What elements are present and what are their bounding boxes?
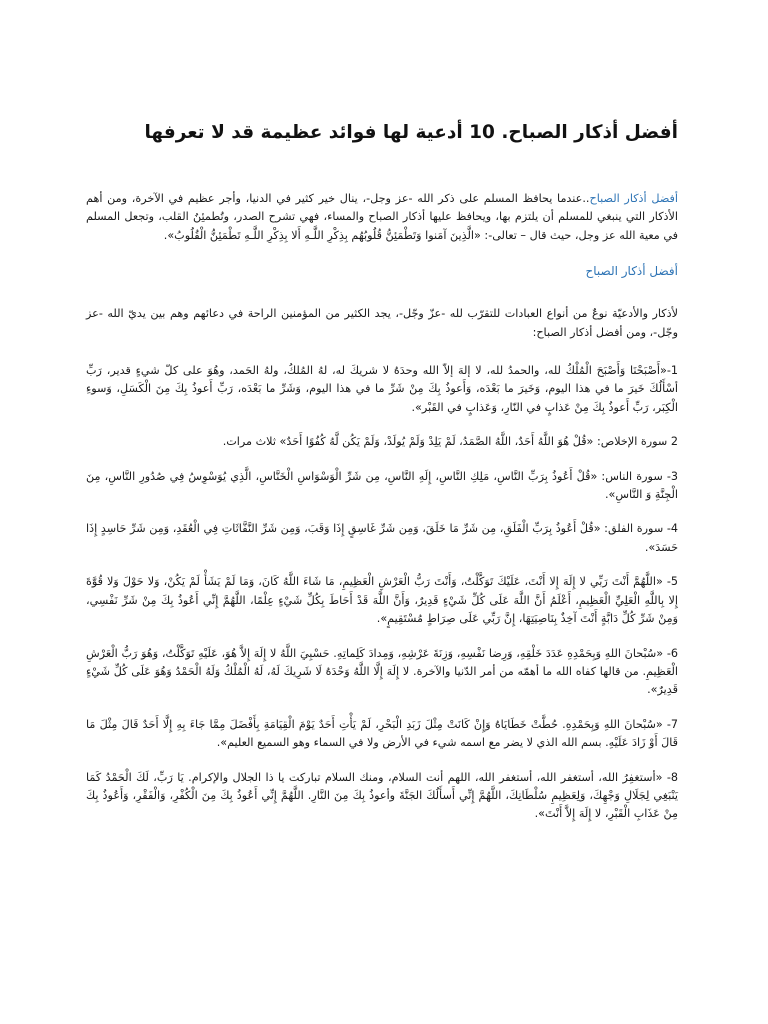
intro-link[interactable]: أفضل أذكار الصباح [589,192,678,205]
dhikr-item-3: 3- سورة الناس: «قُلْ أَعُوذُ بِرَبِّ النَّاسِ، مَلِكِ النَّاسِ، إِلَهِ النَّاسِ، مِن شَرِّ الْوَسْوَاسِ الْخَنَّاسِ، الَّذِي يُوَسْوِسُ فِي صُدُورِ النَّاسِ، مِنَ الْجِنَّةِ وَ النَّاسِ». [86,469,678,502]
intro-paragraph [86,190,678,245]
dhikr-item-5: 5- «اللَّهُمَّ أَنْتَ رَبِّي لا إِلَهَ إِلا أَنْتَ، عَلَيْكَ تَوَكَّلْتُ، وَأَنْتَ رَبُّ الْعَرْشِ الْعَظِيمِ، مَا شَاءَ اللَّهُ كَانَ، وَمَا لَمْ يَشَأْ لَمْ يَكُنْ، وَلا حَوْلَ وَلا قُوَّةَ إِلا بِاللَّهِ الْعَلِيِّ الْعَظِيمِ، أَعْلَمُ أَنَّ اللَّهَ عَلَى كُلِّ شَيْءٍ قَدِيرٌ، وَأَنَّ اللَّهَ قَدْ أَحَاطَ بِكُلِّ شَيْءٍ عِلْمًا، اللَّهُمَّ إِنِّي أَعُوذُ بِكَ مِنْ شَرِّ نَفْسِي، وَمِنْ شَرِّ كُلِّ دَابَّةٍ أَنْتَ آخِذٌ بِنَاصِيَتِهَا، إِنَّ رَبِّي عَلَى صِرَاطٍ مُسْتَقِيمٍ». [86,575,678,626]
dhikr-item-2: 2 سورة الإخلاص: «قُلْ هُوَ اللَّهُ أَحَدٌ، اللَّهُ الصَّمَدُ، لَمْ يَلِدْ وَلَمْ يُولَدْ، وَلَمْ يَكُن لَّهُ كُفُوًا أَحَدٌ» ثلاث مرات. [222,435,678,449]
dhikr-item-4: 4- سورة الفلق: «قُلْ أَعُوذُ بِرَبِّ الْفَلَقِ، مِن شَرِّ مَا خَلَقَ، وَمِن شَرِّ غَاسِقٍ إِذَا وَقَبَ، وَمِن شَرِّ النَّفَّاثَاتِ فِي الْعُقَدِ، وَمِن شَرِّ حَاسِدٍ إِذَا حَسَدَ». [86,522,678,554]
dhikr-item-1: 1-«أَصْبَحْنَا وَأَصْبَحَ الْمُلْكُ لله، والحمدُ لله، لا إلهَ إلاّ الله وحدَهُ لا شريكَ له، لهُ المُلكُ، ولهُ الحَمد، وهُوَ على كلّ شيءٍ قدير، رَبِّ أسْأَلُكَ خَيرَ ما في هذا اليوم، وَخَيرَ ما بَعْدَه، وَأَعوذُ بِكَ مِنْ شَرِّ ما في هذا اليوم، وَشَرِّ ما بَعْدَه، رَبِّ أَعوذُ بِكَ مِنَ الْكَسَلِ، وَسوءِ الْكِبَر، رَبِّ أَعوذُ بِكَ مِنْ عَذابٍ في النّارِ، وَعَذابٍ في القَبْر». [86,364,678,414]
intro-text: ..عندما يحافظ المسلم على ذكر الله -عز وجل-، ينال خير كثير في الدنيا، وأجر عظيم في الآخرة، ومن أهم الأذكار التي ينبغي للمسلم أن يلتزم بها، ويحافظ عليها أذكار الصباح والمساء، فهي تشرح الصدر، وتُطمئِنُ القلب، وتجعل المسلم في معية الله عز وجل، حيث قال – تعالى-: «الَّذِينَ آمَنوا وَتَطْمَئِنُّ قُلُوبُهُم بِذِكْرِ اللَّـهِ أَلا بِذِكْرِ اللَّـهِ تَطْمَئِنُّ الْقُلُوبُ». [86,192,678,242]
dhikr-item-7: 7- «سُبْحانَ اللهِ وَبِحَمْدِهِ. حُطَّتْ خَطَايَاهُ وَإِنْ كَانَتْ مِثْلَ زَبَدِ الْبَحْرِ، لَمْ يَأْتِ أَحَدٌ يَوْمَ الْقِيَامَةِ بِأَفْضَلَ مِمَّا جَاءَ بِهِ إِلَّا أَحَدٌ قَالَ مِثْلَ مَا قَالَ أَوْ زَادَ عَلَيْهِ. بسم الله الذي لا يضر مع اسمه شيء في الأرض ولا في السماء وهو السميع العليم». [86,717,678,750]
section-heading: أفضل أذكار الصباح [585,264,678,279]
page-title: أفضل أذكار الصباح. 10 أدعية لها فوائد عظيمة قد لا تعرفها [144,122,678,143]
adhkar-intro-paragraph: لأذكار والأدعيّة نوعٌ من أنواع العبادات للتقرّب لله -عزّ وجّل-، يجد الكثير من المؤمنين الراحة في دعائهم وهم بين يديّ الله -عز وجّل-، ومن أفضل أذكار الصباح: [86,307,678,339]
dhikr-item-6: 6- «سُبْحانَ اللهِ وَبِحَمْدِهِ عَدَدَ خَلْقِهِ، وَرِضا نَفْسِهِ، وَزِنَةَ عَرْشِهِ، وَمِدادَ كَلِماتِهِ. حَسْبِيَ اللَّهُ لا إِلَهَ إِلاَّ هُوَ، عَلَيْهِ تَوَكَّلْتُ، وَهُوَ رَبُّ الْعَرْشِ الْعَظِيمِ. من قالها كفاه الله ما أهمّه من أمر الدّنيا والآخرة. لا إِلَهَ إِلَّا اللَّهُ وَحْدَهُ لَا شَرِيكَ لَهُ، لَهُ الْمُلْكُ وَلَهُ الْحَمْدُ وَهُوَ عَلَى كُلِّ شَيْءٍ قَدِيرٌ». [86,646,678,697]
dhikr-item-8: 8- «أستغفِرُ الله، أستغفر الله، أستغفر الله، اللهم أنت السلام، ومنك السلام تباركت يا ذا الجلال والإكرام. يَا رَبِّ، لَكَ الْحَمْدُ كَمَا يَنْبَغِي لِجَلَالِ وَجْهِكَ، وَلِعَظِيمِ سُلْطَانِكَ، اللَّهُمَّ إِنِّي أَسأَلُكَ الجَنَّةَ وأعوذُ بِكَ مِنَ النَّارِ. اللَّهُمَّ إِنِّي أَعُوذُ بِكَ مِنَ الْكُفْرِ، وَالْفَقْرِ، وَأَعُوذُ بِكَ مِنْ عَذَابِ الْقَبْرِ، لا إِلَهَ إِلاَّ أَنْتَ». [86,770,678,821]
document-page [86,118,678,840]
